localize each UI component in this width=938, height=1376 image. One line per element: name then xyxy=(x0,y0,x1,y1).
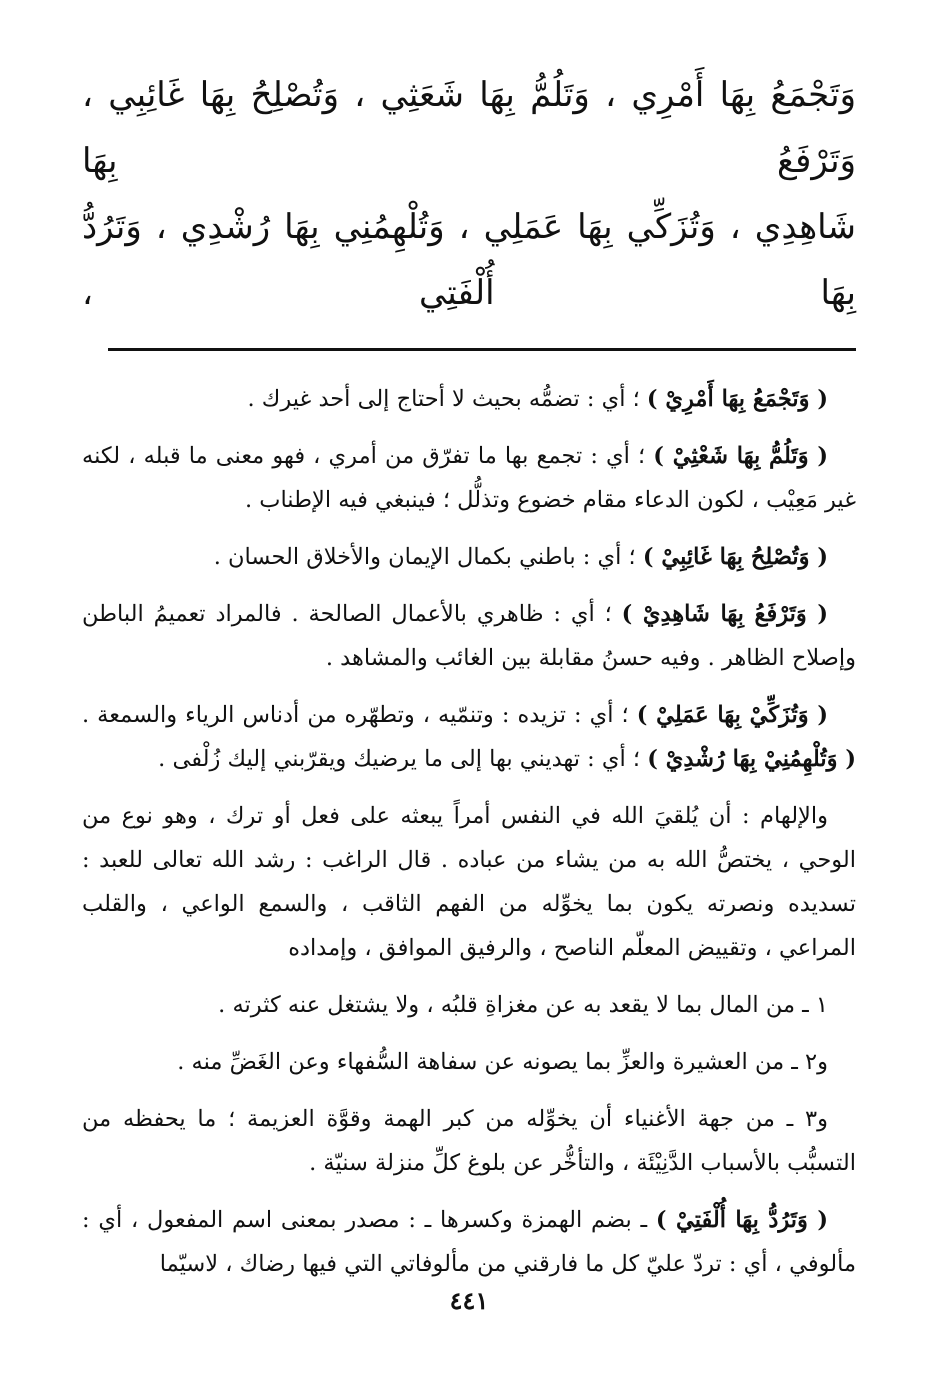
quoted-phrase: ( وَتُزَكِّيْ بِهَا عَمَلِيْ ) xyxy=(636,702,828,728)
quoted-phrase: ( وَتَرُدُّ بِهَا أُلْفَتِيْ ) xyxy=(655,1207,828,1233)
commentary-text: و٢ ـ من العشيرة والعزِّ بما يصونه عن سفاهة السُّفهاء وعن الغَضِّ منه . xyxy=(177,1049,828,1075)
hadith-line-1: وَتَجْمَعُ بِهَا أَمْرِي ، وَتَلُمُّ بِهَا شَعَثِي ، وَتُصْلِحُ بِهَا غَائِبِي ، وَتَرْفَعُ بِهَا xyxy=(82,75,856,181)
numbered-item xyxy=(82,1040,856,1084)
hadith-text xyxy=(82,62,856,326)
quoted-phrase: ( وَتَلُمُّ بِهَا شَعْثِيْ ) xyxy=(653,443,828,469)
commentary-text: ـ بضم الهمزة وكسرها ـ : مصدر بمعنى اسم المفعول ، أي : مألوفي ، أي : تردّ عليّ كل ما فارقني من مألوفاتي التي فيها رضاك ، لاسيّما xyxy=(82,1207,856,1277)
numbered-item xyxy=(82,983,856,1027)
commentary-text: ؛ أي : تضمُّه بحيث لا أحتاج إلى أحد غيرك . xyxy=(247,386,647,412)
numbered-item xyxy=(82,1097,856,1185)
quoted-phrase: ( وَتَجْمَعُ بِهَا أَمْرِيْ ) xyxy=(646,386,828,412)
page-number: ٤٤١ xyxy=(449,1286,489,1315)
hadith-line-2: شَاهِدِي ، وَتُزَكِّي بِهَا عَمَلِي ، وَتُلْهِمُنِي بِهَا رُشْدِي ، وَتَرُدُّ بِهَا أُلْفَتِي ، xyxy=(82,207,856,313)
commentary-paragraph xyxy=(82,592,856,680)
commentary-paragraph xyxy=(82,1198,856,1286)
commentary-paragraph xyxy=(82,377,856,421)
commentary-paragraph xyxy=(82,535,856,579)
commentary-paragraph xyxy=(82,434,856,522)
commentary-text: ١ ـ من المال بما لا يقعد به عن مغزاةِ قلبُه ، ولا يشتغل عنه كثرته . xyxy=(218,992,828,1018)
separator-rule xyxy=(108,348,856,351)
commentary-text: ؛ أي : ظاهري بالأعمال الصالحة . فالمراد تعميمُ الباطن وإصلاح الظاهر . وفيه حسنُ مقابلة بين الغائب والمشاهد . xyxy=(82,601,856,671)
commentary-text: ؛ أي : تهديني بها إلى ما يرضيك ويقرّبني إليك زُلْفى . xyxy=(158,746,648,772)
commentary-text: ؛ أي : تجمع بها ما تفرّق من أمري ، فهو معنى ما قبله ، لكنه غير مَعِيْب ، لكون الدعاء مقام خضوع وتذلُّل ؛ فينبغي فيه الإطناب . xyxy=(82,443,856,513)
commentary-text: والإلهام : أن يُلقيَ الله في النفس أمراً يبعثه على فعل أو ترك ، وهو نوع من الوحي ، يختصُّ الله به من يشاء من عباده . قال الراغب : رشد الله تعالى للعبد : تسديده ونصرته يكون بما يخوِّله من الفهم الثاقب ، والسمع الواعي ، والقلب المراعي ، وتقييض المعلّم الناصح ، والرفيق الموافق ، وإمداده xyxy=(82,803,856,961)
quoted-phrase: ( وَتُصْلِحُ بِهَا غَائِبِيْ ) xyxy=(642,544,828,570)
quoted-phrase: ( وَتَرْفَعُ بِهَا شَاهِدِيْ ) xyxy=(621,601,828,627)
commentary-text: ؛ أي : باطني بكمال الإيمان والأخلاق الحسان . xyxy=(213,544,643,570)
quoted-phrase: ( وَتُلْهِمُنِيْ بِهَا رُشْدِيْ ) xyxy=(647,746,856,772)
commentary-text: و٣ ـ من جهة الأغنياء أن يخوِّله من كبر الهمة وقوَّة العزيمة ؛ ما يحفظه من التسبُّب بالأسباب الدَّنِيْئَة ، والتأخُّر عن بلوغ كلِّ منزلة سنيّة . xyxy=(82,1106,856,1176)
commentary-paragraph xyxy=(82,693,856,781)
commentary-text: ؛ أي : تزيده : وتنمّيه ، وتطهّره من أدناس الرياء والسمعة . xyxy=(82,702,637,728)
commentary-paragraph xyxy=(82,794,856,970)
